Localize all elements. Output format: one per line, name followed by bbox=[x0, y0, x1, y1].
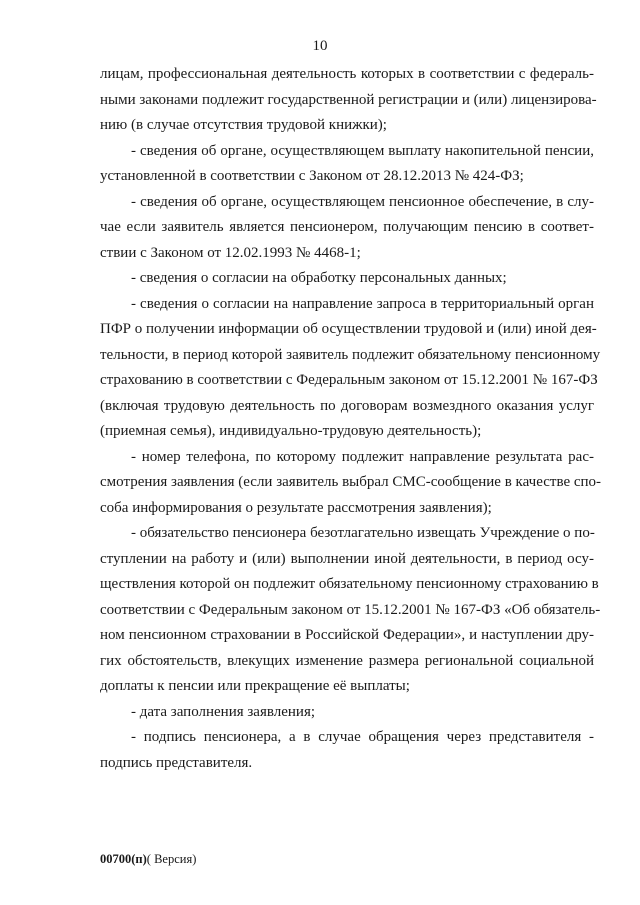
text-line: - дата заполнения заявления; bbox=[131, 703, 316, 720]
document-code: 00700(п) bbox=[100, 852, 147, 866]
text-line: соба информирования о результате рассмотрения заявления); bbox=[100, 499, 492, 516]
text-line: гих обстоятельств, влекущих изменение размера региональной социальной bbox=[100, 652, 594, 669]
text-line: подпись представителя. bbox=[100, 754, 253, 771]
text-line: нию (в случае отсутствия трудовой книжки); bbox=[100, 117, 387, 133]
list-item-pensioner-obligation bbox=[100, 521, 601, 700]
list-item-phone-number bbox=[100, 445, 602, 522]
text-line: смотрения заявления (если заявитель выбрал СМС-сообщение в качестве спо- bbox=[100, 474, 602, 490]
document-body bbox=[100, 62, 602, 776]
text-line: - номер телефона, по которому подлежит направление результата рас- bbox=[131, 448, 594, 465]
text-line: (приемная семья), индивидуально-трудовую деятельность); bbox=[100, 423, 482, 439]
text-line: ном пенсионном страховании в Российской Федерации», и наступлении дру- bbox=[100, 627, 594, 643]
text-line: - сведения об органе, осуществляющем выплату накопительной пенсии, bbox=[131, 142, 594, 159]
text-line: доплаты к пенсии или прекращение её выплаты; bbox=[100, 678, 410, 694]
text-line: - обязательство пенсионера безотлагательно извещать Учреждение о по- bbox=[131, 525, 595, 541]
text-line: ными законами подлежит государственной регистрации и (или) лицензирова- bbox=[100, 91, 597, 108]
text-line: - сведения о согласии на направление запроса в территориальный орган bbox=[131, 295, 594, 312]
version-label: ( Версия) bbox=[146, 852, 197, 866]
text-line: ствии с Законом от 12.02.1993 № 4468-1; bbox=[100, 244, 361, 261]
text-line: ПФР о получении информации об осуществлении трудовой и (или) иной дея- bbox=[100, 321, 597, 337]
page-number: 10 bbox=[312, 38, 328, 54]
text-line: ступлении на работу и (или) выполнении иной деятельности, в период осу- bbox=[100, 550, 594, 567]
text-line: страхованию в соответствии с Федеральным законом от 15.12.2001 № 167-ФЗ bbox=[100, 372, 598, 388]
text-line: чае если заявитель является пенсионером, получающим пенсию в соответ- bbox=[100, 219, 594, 235]
text-line: (включая трудовую деятельность по договорам возмездного оказания услуг bbox=[100, 397, 594, 414]
document-footer bbox=[100, 852, 196, 867]
list-item-accumulative-pension-payer bbox=[100, 139, 594, 190]
list-item-request-consent bbox=[100, 292, 601, 445]
text-line: ществления которой он подлежит обязательному пенсионному страхованию в bbox=[100, 576, 599, 592]
text-line: установленной в соответствии с Законом от 28.12.2013 № 424-ФЗ; bbox=[100, 168, 524, 184]
list-item-signature bbox=[100, 725, 594, 776]
text-line: тельности, в период которой заявитель подлежит обязательному пенсионному bbox=[100, 346, 601, 363]
list-item-application-date bbox=[100, 700, 594, 726]
text-line: соответствии с Федеральным законом от 15.12.2001 № 167-ФЗ «Об обязатель- bbox=[100, 601, 601, 618]
list-item-pension-provider bbox=[100, 190, 594, 267]
text-line: лицам, профессиональная деятельность которых в соответствии с федераль- bbox=[100, 66, 594, 82]
text-line: - сведения об органе, осуществляющем пенсионное обеспечение, в слу- bbox=[131, 193, 594, 210]
text-line: - сведения о согласии на обработку персональных данных; bbox=[131, 270, 507, 286]
paragraph-continuation bbox=[100, 62, 597, 139]
list-item-personal-data-consent bbox=[100, 266, 594, 292]
text-line: - подпись пенсионера, а в случае обращения через представителя - bbox=[131, 729, 594, 745]
